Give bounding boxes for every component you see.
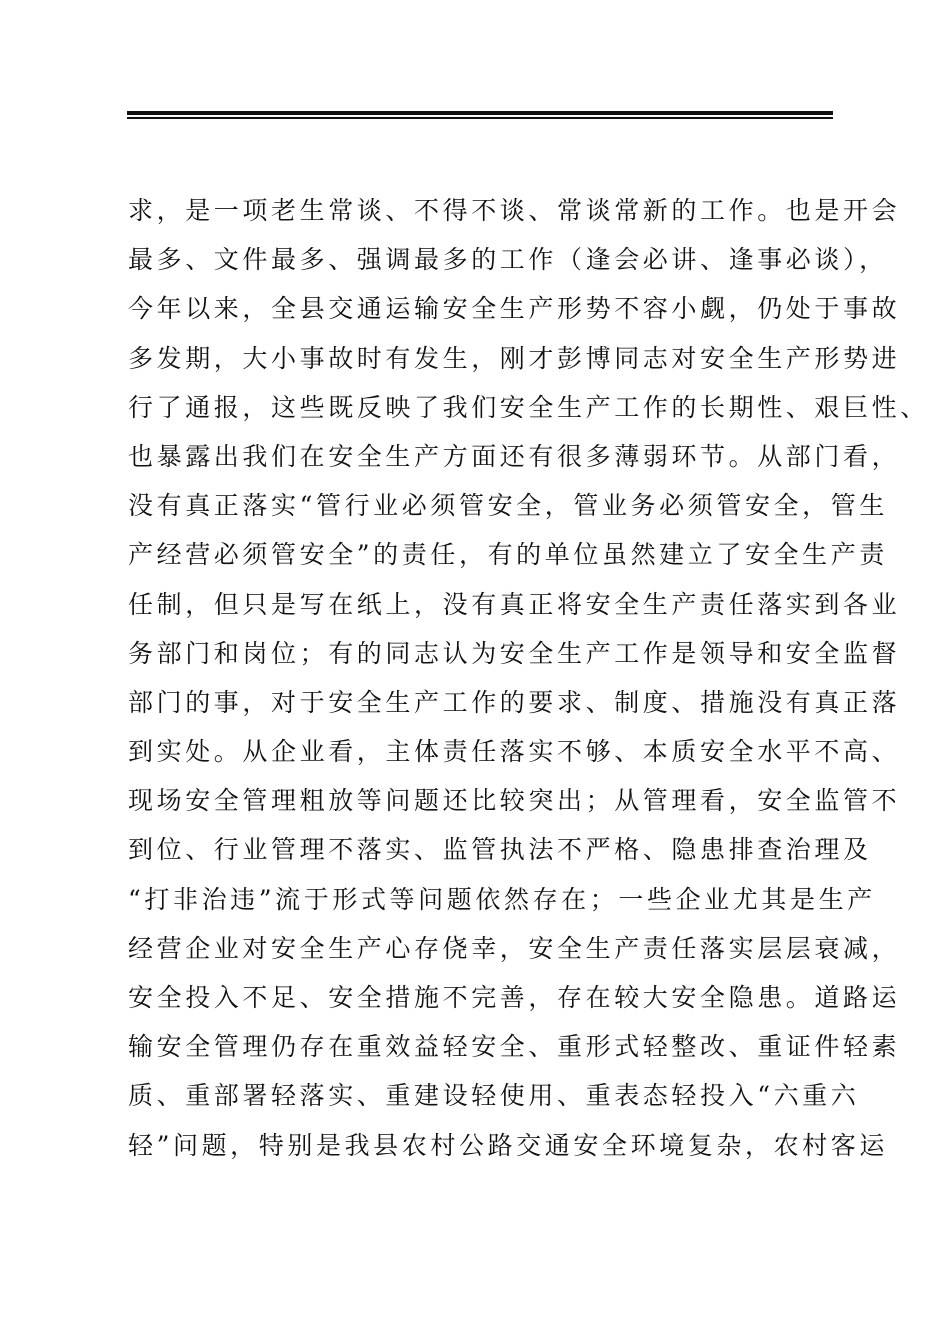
text-line: 行了通报，这些既反映了我们安全生产工作的长期性、艰巨性、: [128, 392, 929, 422]
text-line: 到实处。从企业看，主体责任落实不够、本质安全水平不高、: [128, 737, 901, 767]
body-paragraph: [128, 186, 929, 1170]
text-line: 任制，但只是写在纸上，没有真正将安全生产责任落实到各业: [128, 589, 901, 619]
text-line: 输安全管理仍存在重效益轻安全、重形式轻整改、重证件轻素: [128, 1032, 901, 1062]
text-line: 到位、行业管理不落实、监管执法不严格、隐患排查治理及: [128, 835, 872, 865]
text-line: 今年以来，全县交通运输安全生产形势不容小觑，仍处于事故: [128, 294, 901, 324]
text-line: 质、重部署轻落实、重建设轻使用、重表态轻投入“六重六: [128, 1081, 860, 1111]
text-line: 轻”问题，特别是我县农村公路交通安全环境复杂，农村客运: [128, 1130, 888, 1160]
text-line: 现场安全管理粗放等问题还比较突出；从管理看，安全监管不: [128, 786, 901, 816]
text-line: 安全投入不足、安全措施不完善，存在较大安全隐患。道路运: [128, 983, 901, 1012]
text-line: 多发期，大小事故时有发生，刚才彭博同志对安全生产形势进: [128, 343, 901, 373]
header-rule-thin: [127, 117, 833, 119]
text-line: 求，是一项老生常谈、不得不谈、常谈常新的工作。也是开会: [128, 196, 901, 225]
header-rule-thick: [127, 111, 833, 115]
text-line: “打非治违”流于形式等问题依然存在；一些企业尤其是生产: [128, 884, 876, 914]
text-line: 没有真正落实“管行业必须管安全，管业务必须管安全，管生: [128, 491, 888, 521]
text-line: 产经营必须管安全”的责任，有的单位虽然建立了安全生产责: [128, 540, 888, 570]
text-line: 最多、文件最多、强调最多的工作（逢会必讲、逢事必谈），: [128, 245, 888, 275]
text-line: 部门的事，对于安全生产工作的要求、制度、措施没有真正落: [128, 687, 901, 717]
text-line: 经营企业对安全生产心存侥幸，安全生产责任落实层层衰减，: [128, 933, 901, 963]
text-line: 也暴露出我们在安全生产方面还有很多薄弱环节。从部门看，: [128, 441, 901, 471]
text-line: 务部门和岗位；有的同志认为安全生产工作是领导和安全监督: [128, 638, 901, 668]
header-double-rule: [127, 111, 833, 120]
